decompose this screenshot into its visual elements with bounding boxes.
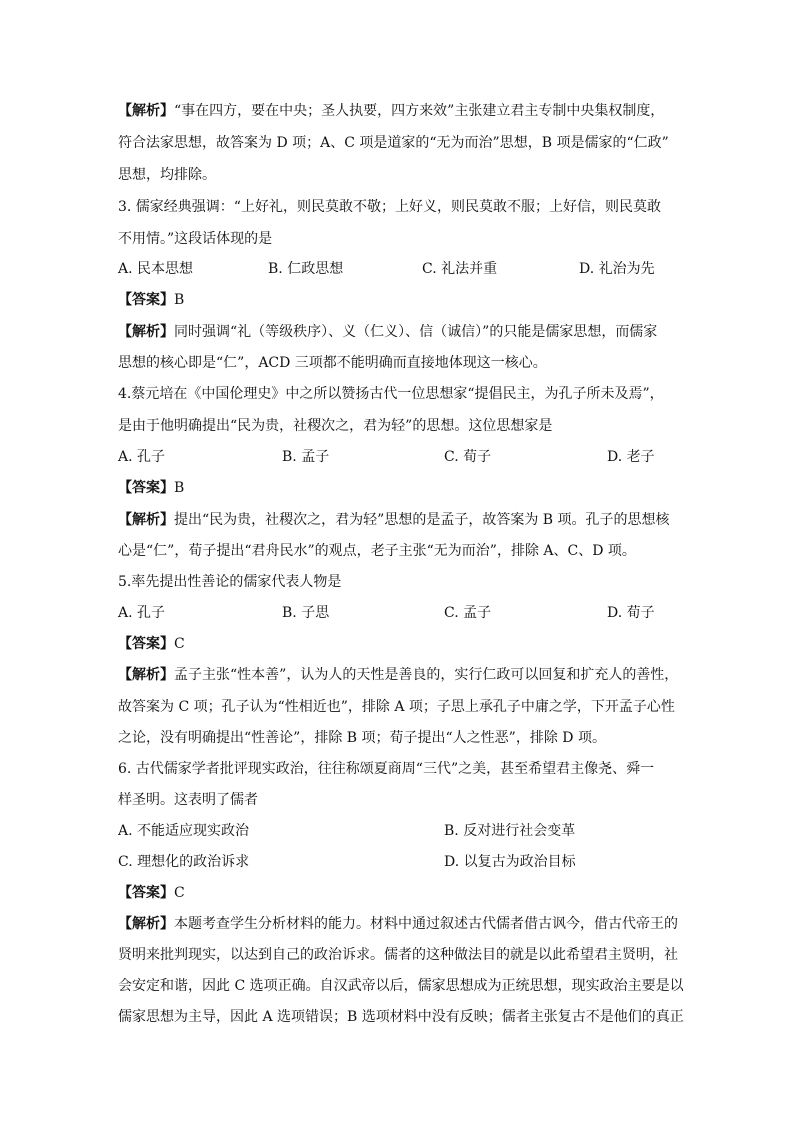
option-a: A. 孔子	[118, 449, 166, 465]
option-c: C. 孟子	[444, 605, 492, 621]
option-b: B. 孟子	[282, 449, 330, 465]
analysis-line: 符合法家思想，故答案为 D 项；A、C 项是道家的“无为而治”思想，B 项是儒家的“仁政”	[118, 135, 669, 151]
answer-line	[118, 478, 184, 498]
answer-value: C	[174, 885, 185, 901]
analysis-line: 贤明来批判现实，以达到自己的政治诉求。儒者的这种做法目的就是以此希望君主贤明，社	[118, 947, 678, 963]
analysis-line: 思想，均排除。	[118, 167, 216, 183]
option-d: D. 老子	[607, 449, 655, 465]
answer-value: C	[174, 636, 185, 652]
analysis-line: 【解析】提出“民为贵，社稷次之，君为轻”思想的是孟子，故答案为 B 项。孔子的思想核	[118, 512, 670, 528]
question-4-stem: 是由于他明确提出“民为贵，社稷次之，君为轻”的思想。这位思想家是	[118, 418, 553, 434]
option-c: C. 荀子	[444, 449, 492, 465]
answer-line	[118, 883, 185, 903]
analysis-label: 【解析】	[118, 512, 174, 528]
option-c: C. 礼法并重	[422, 261, 498, 277]
question-4-stem: 4.蔡元培在《中国伦理史》中之所以赞扬古代一位思想家“提倡民主，为孔子所未及焉”，	[118, 386, 664, 402]
analysis-label: 【解析】	[118, 667, 174, 683]
option-a: A. 不能适应现实政治	[118, 823, 250, 839]
analysis-line: 【解析】“事在四方，要在中央；圣人执要，四方来效”主张建立君主专制中央集权制度，	[118, 103, 665, 119]
analysis-line: 【解析】本题考查学生分析材料的能力。材料中通过叙述古代儒者借古讽今，借古代帝王的	[118, 916, 678, 932]
option-b: B. 子思	[282, 605, 330, 621]
analysis-line: 故答案为 C 项；孔子认为“性相近也”，排除 A 项；子思上承孔子中庸之学，下开孟子心性	[118, 699, 675, 715]
option-d: D. 以复古为政治目标	[444, 854, 576, 870]
analysis-line: 儒家思想为主导，因此 A 选项错误；B 选项材料中没有反映；儒者主张复古不是他们的真正	[118, 1009, 684, 1025]
question-6-stem: 6. 古代儒家学者批评现实政治，往往称颂夏商周“三代”之美，甚至希望君主像尧、舜一	[118, 761, 655, 777]
analysis-label: 【解析】	[118, 103, 174, 119]
option-c: C. 理想化的政治诉求	[118, 854, 250, 870]
analysis-line: 会安定和谐，因此 C 选项正确。自汉武帝以后，儒家思想成为正统思想，现实政治主要是以	[118, 978, 684, 994]
answer-value: B	[174, 292, 185, 308]
answer-label: 【答案】	[118, 292, 174, 308]
analysis-line: 【解析】孟子主张“性本善”，认为人的天性是善良的，实行仁政可以回复和扩充人的善性，	[118, 667, 679, 683]
answer-line	[118, 290, 184, 310]
answer-label: 【答案】	[118, 885, 174, 901]
option-a: A. 民本思想	[118, 261, 194, 277]
analysis-label: 【解析】	[118, 324, 174, 340]
question-5-stem: 5.率先提出性善论的儒家代表人物是	[118, 574, 342, 590]
analysis-label: 【解析】	[118, 916, 174, 932]
answer-line	[118, 634, 185, 654]
option-b: B. 反对进行社会变革	[444, 823, 576, 839]
question-6-stem: 样圣明。这表明了儒者	[118, 792, 258, 808]
question-3-stem: 3. 儒家经典强调：“上好礼，则民莫敢不敬；上好义，则民莫敢不服；上好信，则民莫敢	[118, 199, 661, 215]
analysis-line: 【解析】同时强调“礼（等级秩序）、义（仁义）、信（诚信）”的只能是儒家思想，而儒家	[118, 324, 658, 340]
option-a: A. 孔子	[118, 605, 166, 621]
question-3-stem: 不用情。”这段话体现的是	[118, 231, 273, 247]
analysis-line: 之论，没有明确提出“性善论”，排除 B 项；荀子提出“人之性恶”，排除 D 项。	[118, 730, 606, 746]
option-d: D. 礼治为先	[579, 261, 655, 277]
analysis-line: 心是“仁”，荀子提出“君舟民水”的观点，老子主张“无为而治”，排除 A、C、D 项。	[118, 543, 636, 559]
answer-value: B	[174, 480, 185, 496]
analysis-line: 思想的核心即是“仁”，ACD 三项都不能明确而直接地体现这一核心。	[118, 355, 547, 371]
option-d: D. 荀子	[607, 605, 655, 621]
option-b: B. 仁政思想	[268, 261, 344, 277]
answer-label: 【答案】	[118, 636, 174, 652]
answer-label: 【答案】	[118, 480, 174, 496]
